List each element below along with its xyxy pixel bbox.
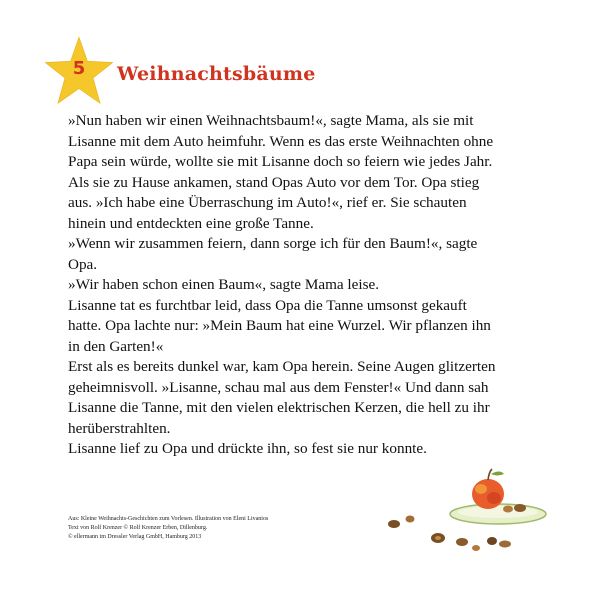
story-line: herüberstrahlten. bbox=[68, 419, 171, 437]
story-line: Lisanne lief zu Opa und drückte ihn, so fest sie nur konnte. bbox=[68, 440, 427, 457]
story-line: Als sie zu Hause ankamen, stand Opas Auto vor dem Tor. Opa stieg bbox=[68, 173, 480, 191]
chapter-number: 5 bbox=[72, 58, 86, 79]
plate-with-apple-and-nuts-icon bbox=[380, 462, 550, 557]
story-line: Opa. bbox=[68, 255, 98, 273]
story-line: Erst als es bereits dunkel war, kam Opa herein. Seine Augen glitzerten bbox=[68, 358, 496, 375]
story-line: Papa sein würde, wollte sie mit Lisanne doch so feiern wie jedes Jahr. bbox=[68, 153, 493, 170]
credit-line: Aus: Kleine Weihnachts-Geschichten zum Vorlesen. Illustration von Eleni Livanios bbox=[68, 516, 269, 522]
story-line: aus. »Ich habe eine Überraschung im Auto!«, rief er. Sie schauten bbox=[68, 194, 467, 211]
story-line: »Wir haben schon einen Baum«, sagte Mama leise. bbox=[68, 276, 380, 293]
story-line: Lisanne die Tanne, mit den vielen elektrischen Kerzen, die hell zu ihr bbox=[68, 399, 490, 416]
credit-line: © ellermann im Dressler Verlag GmbH, Hamburg 2013 bbox=[68, 534, 202, 540]
story-line: hinein und entdeckten eine große Tanne. bbox=[68, 214, 314, 232]
story-line: geheimnisvoll. »Lisanne, schau mal aus dem Fenster!« Und dann sah bbox=[68, 378, 489, 396]
credits bbox=[68, 515, 368, 542]
story-line: hatte. Opa lachte nur: »Mein Baum hat eine Wurzel. Wir pflanzen ihn bbox=[68, 317, 491, 334]
story-text bbox=[68, 111, 538, 460]
page-title: Weihnachtsbäume bbox=[117, 63, 316, 85]
story-line: »Nun haben wir einen Weihnachtsbaum!«, sagte Mama, als sie mit bbox=[68, 112, 474, 129]
story-line: Lisanne tat es furchtbar leid, dass Opa die Tanne umsonst gekauft bbox=[68, 296, 467, 314]
story-line: »Wenn wir zusammen feiern, dann sorge ich für den Baum!«, sagte bbox=[68, 235, 478, 252]
credit-line: Text von Rolf Krenzer © Rolf Krenzer Erben, Dillenburg. bbox=[68, 525, 208, 531]
story-line: in den Garten!« bbox=[68, 337, 164, 355]
story-line: Lisanne mit dem Auto heimfuhr. Wenn es das erste Weihnachten ohne bbox=[68, 132, 494, 150]
